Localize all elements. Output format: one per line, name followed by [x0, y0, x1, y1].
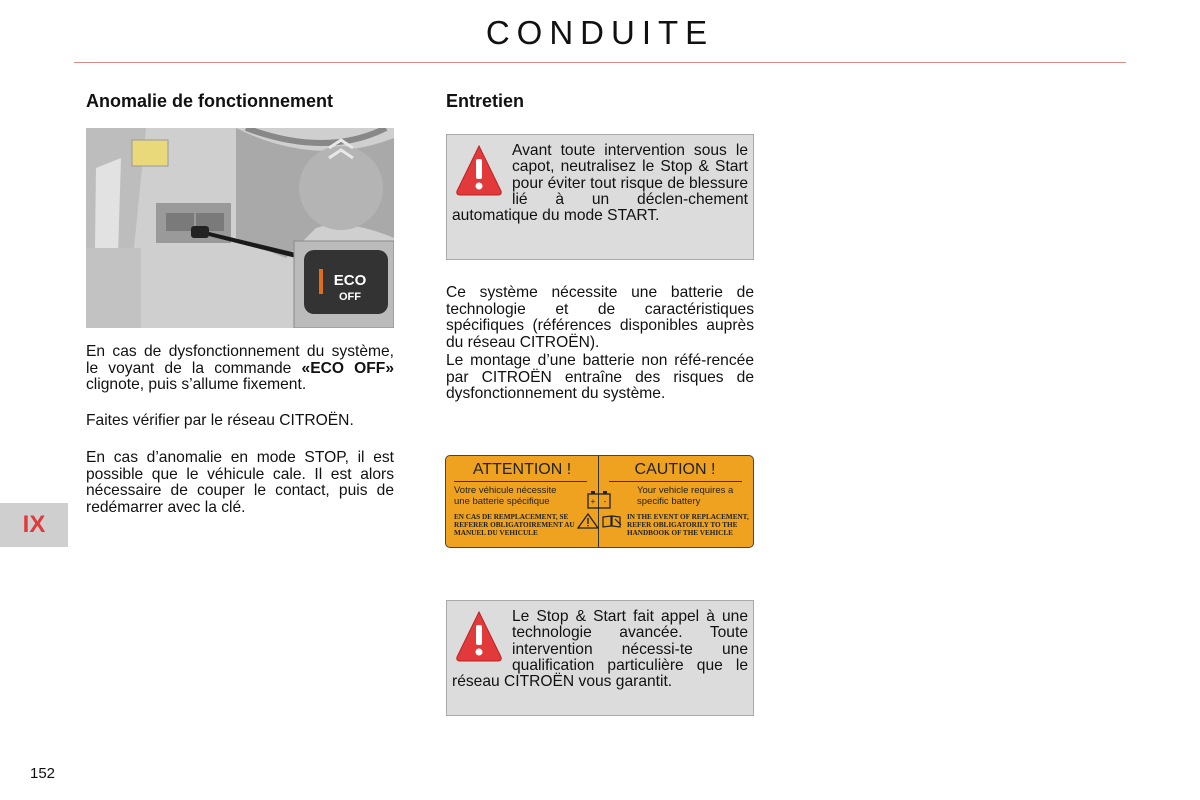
eco-label: ECO: [333, 272, 367, 289]
label-french: [446, 456, 598, 547]
label-en-divider: [609, 481, 742, 482]
warning-box-2: [446, 600, 754, 716]
label-english: [599, 456, 751, 547]
off-label: OFF: [339, 291, 361, 303]
header-rule: [74, 62, 1126, 63]
eco-off-bold: «ECO OFF»: [301, 359, 394, 377]
left-paragraph-3: En cas d’anomalie en mode STOP, il est possible que le véhicule cale. Il est alors nécessaire de couper le contact, puis de redémarrer avec la clé.: [86, 449, 394, 516]
label-en-sub: Your vehicle requires a specific battery: [637, 485, 734, 507]
right-paragraph-2: Le montage d’une batterie non réfé-rencée par CITROËN entraîne des risques de dysfonctionnement du système.: [446, 352, 754, 402]
right-paragraph-1: Ce système nécessite une batterie de technologie et de caractéristiques spécifiques (références disponibles auprès du réseau CITROËN).: [446, 284, 754, 351]
warning-text-2: Le Stop & Start fait appel à une technologie avancée. Toute intervention nécessi-te une qualification particulière que le réseau CITROËN vous garantit.: [452, 608, 748, 691]
label-fr-small: EN CAS DE REMPLACEMENT, SE REFERER OBLIGATOIREMENT AU MANUEL DU VEHICULE: [454, 513, 575, 537]
battery-icon: [586, 490, 612, 510]
label-en-small: IN THE EVENT OF REPLACEMENT, REFER OBLIGATORILY TO THE HANDBOOK OF THE VEHICLE: [627, 513, 749, 537]
warning-icon: [454, 609, 504, 663]
warning-icon: [454, 143, 504, 197]
svg-text:-: -: [603, 497, 607, 506]
caution-triangle-icon: [577, 513, 599, 529]
label-en-title: CAUTION !: [634, 461, 716, 478]
warning-text-1: Avant toute intervention sous le capot, neutralisez le Stop & Start pour éviter tout risque de blessure lié à un déclen-chement automatique du mode START.: [452, 142, 748, 225]
left-p1-text-end: clignote, puis s’allume fixement.: [86, 376, 307, 393]
section-heading-entretien: Entretien: [446, 91, 525, 111]
label-fr-divider: [454, 481, 587, 482]
label-fr-title: ATTENTION !: [472, 461, 572, 478]
left-paragraph-1: [86, 344, 394, 394]
dashboard-illustration: [86, 128, 394, 328]
section-heading-anomalie: Anomalie de fonctionnement: [86, 91, 334, 111]
dashboard-photo: [86, 128, 394, 328]
page-number: 152: [30, 765, 56, 782]
manual-icon: [601, 514, 623, 528]
battery-label: [445, 455, 754, 548]
chapter-tab: IX: [0, 503, 68, 547]
page-header: CONDUITE: [485, 14, 715, 51]
label-fr-sub: Votre véhicule nécessite une batterie spécifique: [454, 485, 557, 507]
left-paragraph-2: Faites vérifier par le réseau CITROËN.: [86, 412, 354, 429]
svg-text:+: +: [590, 497, 596, 506]
warning-box-1: [446, 134, 754, 260]
left-p1-text: En cas de dysfonctionnement du système, le voyant de la commande: [86, 343, 394, 377]
